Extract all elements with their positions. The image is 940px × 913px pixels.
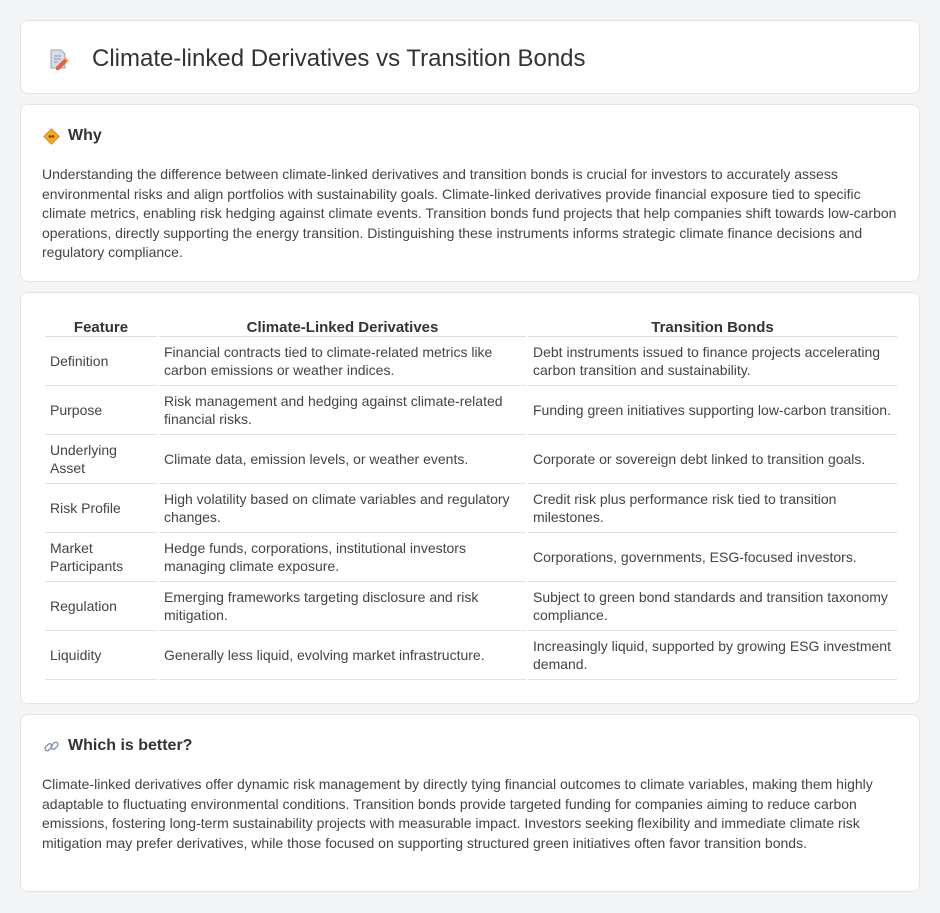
why-section bbox=[20, 104, 920, 282]
table-row bbox=[45, 582, 897, 631]
header-feature: Feature bbox=[45, 315, 157, 337]
page-title: Climate-linked Derivatives vs Transition Bonds bbox=[92, 45, 586, 72]
diamond-warning-icon bbox=[43, 128, 60, 145]
bonds-cell: Corporate or sovereign debt linked to transition goals. bbox=[528, 435, 897, 484]
table-header-row bbox=[45, 315, 897, 337]
feature-cell: Purpose bbox=[45, 386, 157, 435]
header-bonds: Transition Bonds bbox=[528, 315, 897, 337]
bonds-cell: Subject to green bond standards and transition taxonomy compliance. bbox=[528, 582, 897, 631]
bonds-cell: Funding green initiatives supporting low-carbon transition. bbox=[528, 386, 897, 435]
better-text: Climate-linked derivatives offer dynamic risk management by directly tying financial outcomes to climate variables, making them highly adaptable to fluctuating environmental conditions. Transition bonds provide targeted funding for companies aiming to reduce carbon emissions, fostering long-term sustainability projects with measurable impact. Investors seeking flexibility and immediate climate risk mitigation may prefer derivatives, while those focused on supporting structured green initiatives often favor transition bonds. bbox=[42, 776, 873, 851]
comparison-table bbox=[43, 315, 899, 680]
link-icon bbox=[43, 738, 60, 755]
bonds-cell: Credit risk plus performance risk tied to transition milestones. bbox=[528, 484, 897, 533]
feature-cell: Regulation bbox=[45, 582, 157, 631]
derivatives-cell: Financial contracts tied to climate-related metrics like carbon emissions or weather indices. bbox=[159, 337, 526, 386]
comparison-table-card bbox=[20, 292, 920, 704]
derivatives-cell: Risk management and hedging against climate-related financial risks. bbox=[159, 386, 526, 435]
feature-cell: Underlying Asset bbox=[45, 435, 157, 484]
bonds-cell: Increasingly liquid, supported by growing ESG investment demand. bbox=[528, 631, 897, 680]
derivatives-cell: Generally less liquid, evolving market infrastructure. bbox=[159, 631, 526, 680]
derivatives-cell: High volatility based on climate variables and regulatory changes. bbox=[159, 484, 526, 533]
bonds-cell: Debt instruments issued to finance projects accelerating carbon transition and sustainability. bbox=[528, 337, 897, 386]
why-text: Understanding the difference between climate-linked derivatives and transition bonds is crucial for investors to accurately assess environmental risks and align portfolios with sustainability goals. Climate-linked derivatives provide financial exposure tied to specific climate metrics, enabling risk hedging against climate events. Transition bonds fund projects that help companies shift towards low-carbon operations, directly supporting the energy transition. Distinguishing these instruments informs strategic climate finance decisions and regulatory compliance. bbox=[42, 166, 897, 261]
which-is-better-section bbox=[20, 714, 920, 892]
why-heading-row bbox=[43, 127, 102, 145]
table-row bbox=[45, 435, 897, 484]
table-row bbox=[45, 533, 897, 582]
derivatives-cell: Emerging frameworks targeting disclosure and risk mitigation. bbox=[159, 582, 526, 631]
derivatives-cell: Hedge funds, corporations, institutional investors managing climate exposure. bbox=[159, 533, 526, 582]
better-heading-row bbox=[43, 737, 192, 755]
why-heading: Why bbox=[68, 127, 102, 144]
feature-cell: Liquidity bbox=[45, 631, 157, 680]
feature-cell: Risk Profile bbox=[45, 484, 157, 533]
feature-cell: Market Participants bbox=[45, 533, 157, 582]
feature-cell: Definition bbox=[45, 337, 157, 386]
table-row bbox=[45, 386, 897, 435]
bonds-cell: Corporations, governments, ESG-focused investors. bbox=[528, 533, 897, 582]
table-row bbox=[45, 337, 897, 386]
header-card bbox=[20, 20, 920, 94]
document-pencil-icon bbox=[47, 48, 69, 70]
better-heading: Which is better? bbox=[68, 737, 193, 754]
header-derivatives: Climate-Linked Derivatives bbox=[159, 315, 526, 337]
derivatives-cell: Climate data, emission levels, or weather events. bbox=[159, 435, 526, 484]
table-row bbox=[45, 484, 897, 533]
table-row bbox=[45, 631, 897, 680]
